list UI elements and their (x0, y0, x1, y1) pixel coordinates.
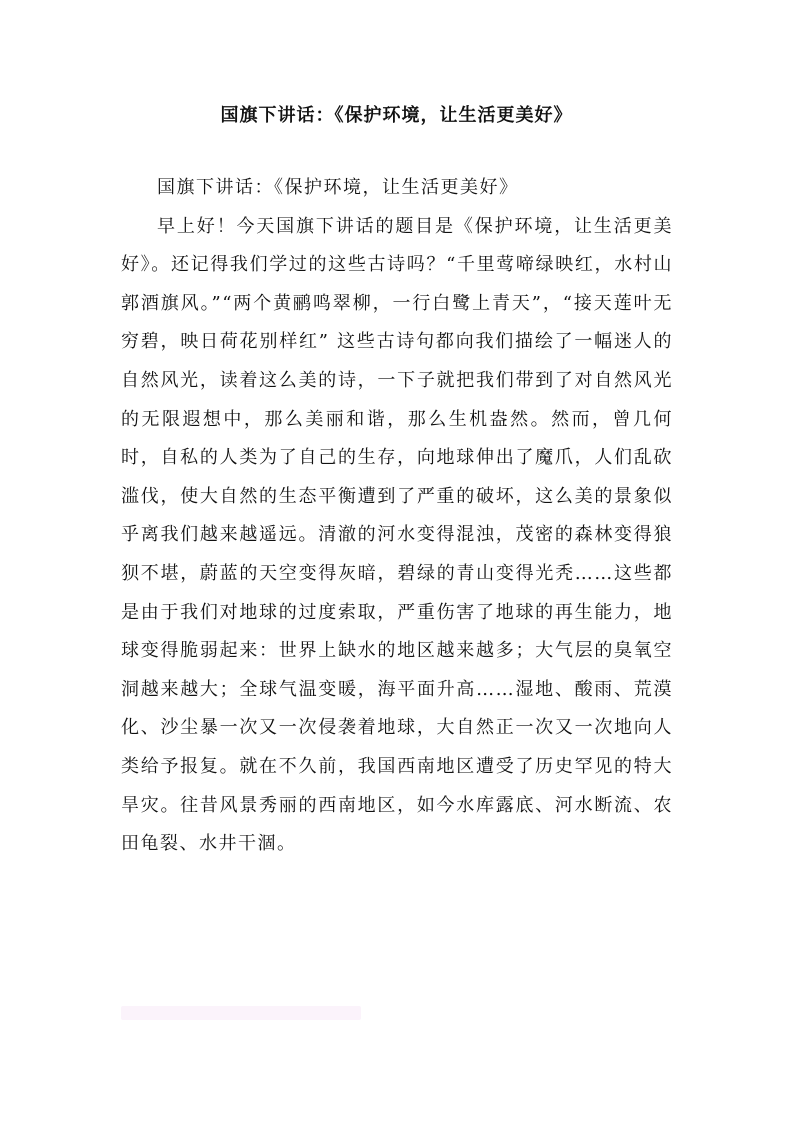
faint-watermark-strip (121, 1006, 361, 1020)
document-subtitle: 国旗下讲话：《保护环境，让生活更美好》 (157, 177, 519, 198)
body-paragraph: 早上好！今天国旗下讲话的题目是《保护环境，让生活更美好》。还记得我们学过的这些古诗吗？“千里莺啼绿映红，水村山郭酒旗风。”“两个黄鹂鸣翠柳，一行白鹭上青天”，“接天莲叶无穷碧，映日荷花别样红” 这些古诗句都向我们描绘了一幅迷人的自然风光，读着这么美的诗，一下子就把我们带到了对自然风光的无限遐想中，那么美丽和谐，那么生机盎然。然而，曾几何时，自私的人类为了自己的生存，向地球伸出了魔爪，人们乱砍滥伐，使大自然的生态平衡遭到了严重的破坏，这么美的景象似乎离我们越来越遥远。清澈的河水变得混浊，茂密的森林变得狼狈不堪，蔚蓝的天空变得灰暗，碧绿的青山变得光秃……这些都是由于我们对地球的过度索取，严重伤害了地球的再生能力，地球变得脆弱起来：世界上缺水的地区越来越多；大气层的臭氧空洞越来越大；全球气温变暖，海平面升高……湿地、酸雨、荒漠化、沙尘暴一次又一次侵袭着地球，大自然正一次又一次地向人类给予报复。就在不久前，我国西南地区遭受了历史罕见的特大旱灾。往昔风景秀丽的西南地区，如今水库露底、河水断流、农田龟裂、水井干涸。 (121, 215, 673, 855)
document-title: 国旗下讲话：《保护环境，让生活更美好》 (220, 105, 573, 126)
document-body (121, 169, 673, 864)
